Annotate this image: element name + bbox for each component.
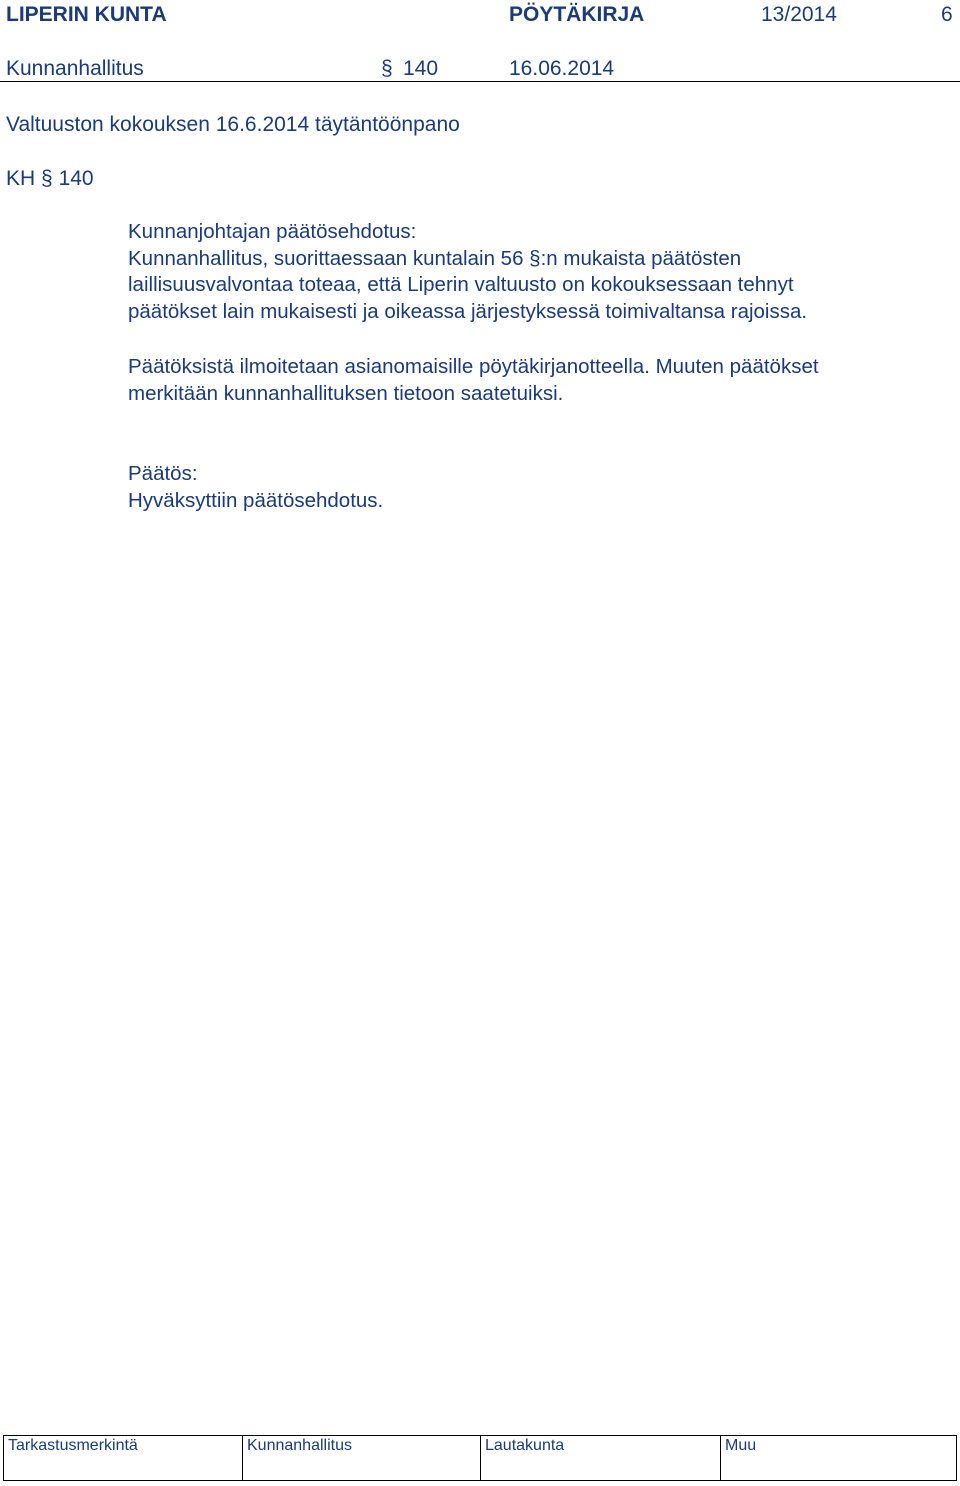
header-rule <box>0 81 960 82</box>
notice-block <box>128 354 928 407</box>
page-number: 6 <box>941 3 953 26</box>
proposal-line-1-sign: § <box>529 246 541 270</box>
kh-prefix: KH <box>6 167 36 190</box>
notice-line-2: merkitään kunnanhallituksen tietoon saatetuiksi. <box>128 381 564 405</box>
decision-text: Hyväksyttiin päätösehdotus. <box>128 488 384 512</box>
footer-cell-other: Muu <box>725 1437 757 1454</box>
document-type: PÖYTÄKIRJA <box>509 3 645 26</box>
proposal-line-1-a: Kunnanhallitus, suorittaessaan kuntalain 56 <box>128 246 524 270</box>
section-number: 140 <box>403 57 439 80</box>
municipality-name: LIPERIN KUNTA <box>6 3 167 26</box>
proposal-line-3: päätökset lain mukaisesti ja oikeassa järjestyksessä toimivaltansa rajoissa. <box>128 299 808 323</box>
notice-line-1: Päätöksistä ilmoitetaan asianomaisille pöytäkirjanotteella. Muuten päätökset <box>128 355 819 378</box>
proposal-block <box>128 219 928 325</box>
kh-number: 140 <box>58 167 94 190</box>
proposal-line-1-b: :n mukaista päätösten <box>540 246 742 270</box>
footer-cell-committee: Lautakunta <box>481 1436 721 1480</box>
body-name: Kunnanhallitus <box>6 57 144 80</box>
footer-table <box>3 1435 957 1481</box>
footer-cell-board: Kunnanhallitus <box>243 1436 481 1480</box>
proposal-label: Kunnanjohtajan päätösehdotus: <box>128 220 417 243</box>
kh-section-sign: § <box>41 167 53 190</box>
meeting-date: 16.06.2014 <box>509 57 615 80</box>
decision-label: Päätös: <box>128 462 198 485</box>
item-title: Valtuuston kokouksen 16.6.2014 täytäntöönpano <box>6 113 460 136</box>
section-sign: § <box>381 57 393 80</box>
kh-reference <box>6 167 94 191</box>
document-number: 13/2014 <box>761 3 837 26</box>
decision-block <box>128 461 928 514</box>
proposal-line-1 <box>128 246 928 273</box>
proposal-line-2: laillisuusvalvontaa toteaa, että Liperin valtuusto on kokouksessaan tehnyt <box>128 273 794 296</box>
footer-cell-inspection: Tarkastusmerkintä <box>4 1436 243 1480</box>
